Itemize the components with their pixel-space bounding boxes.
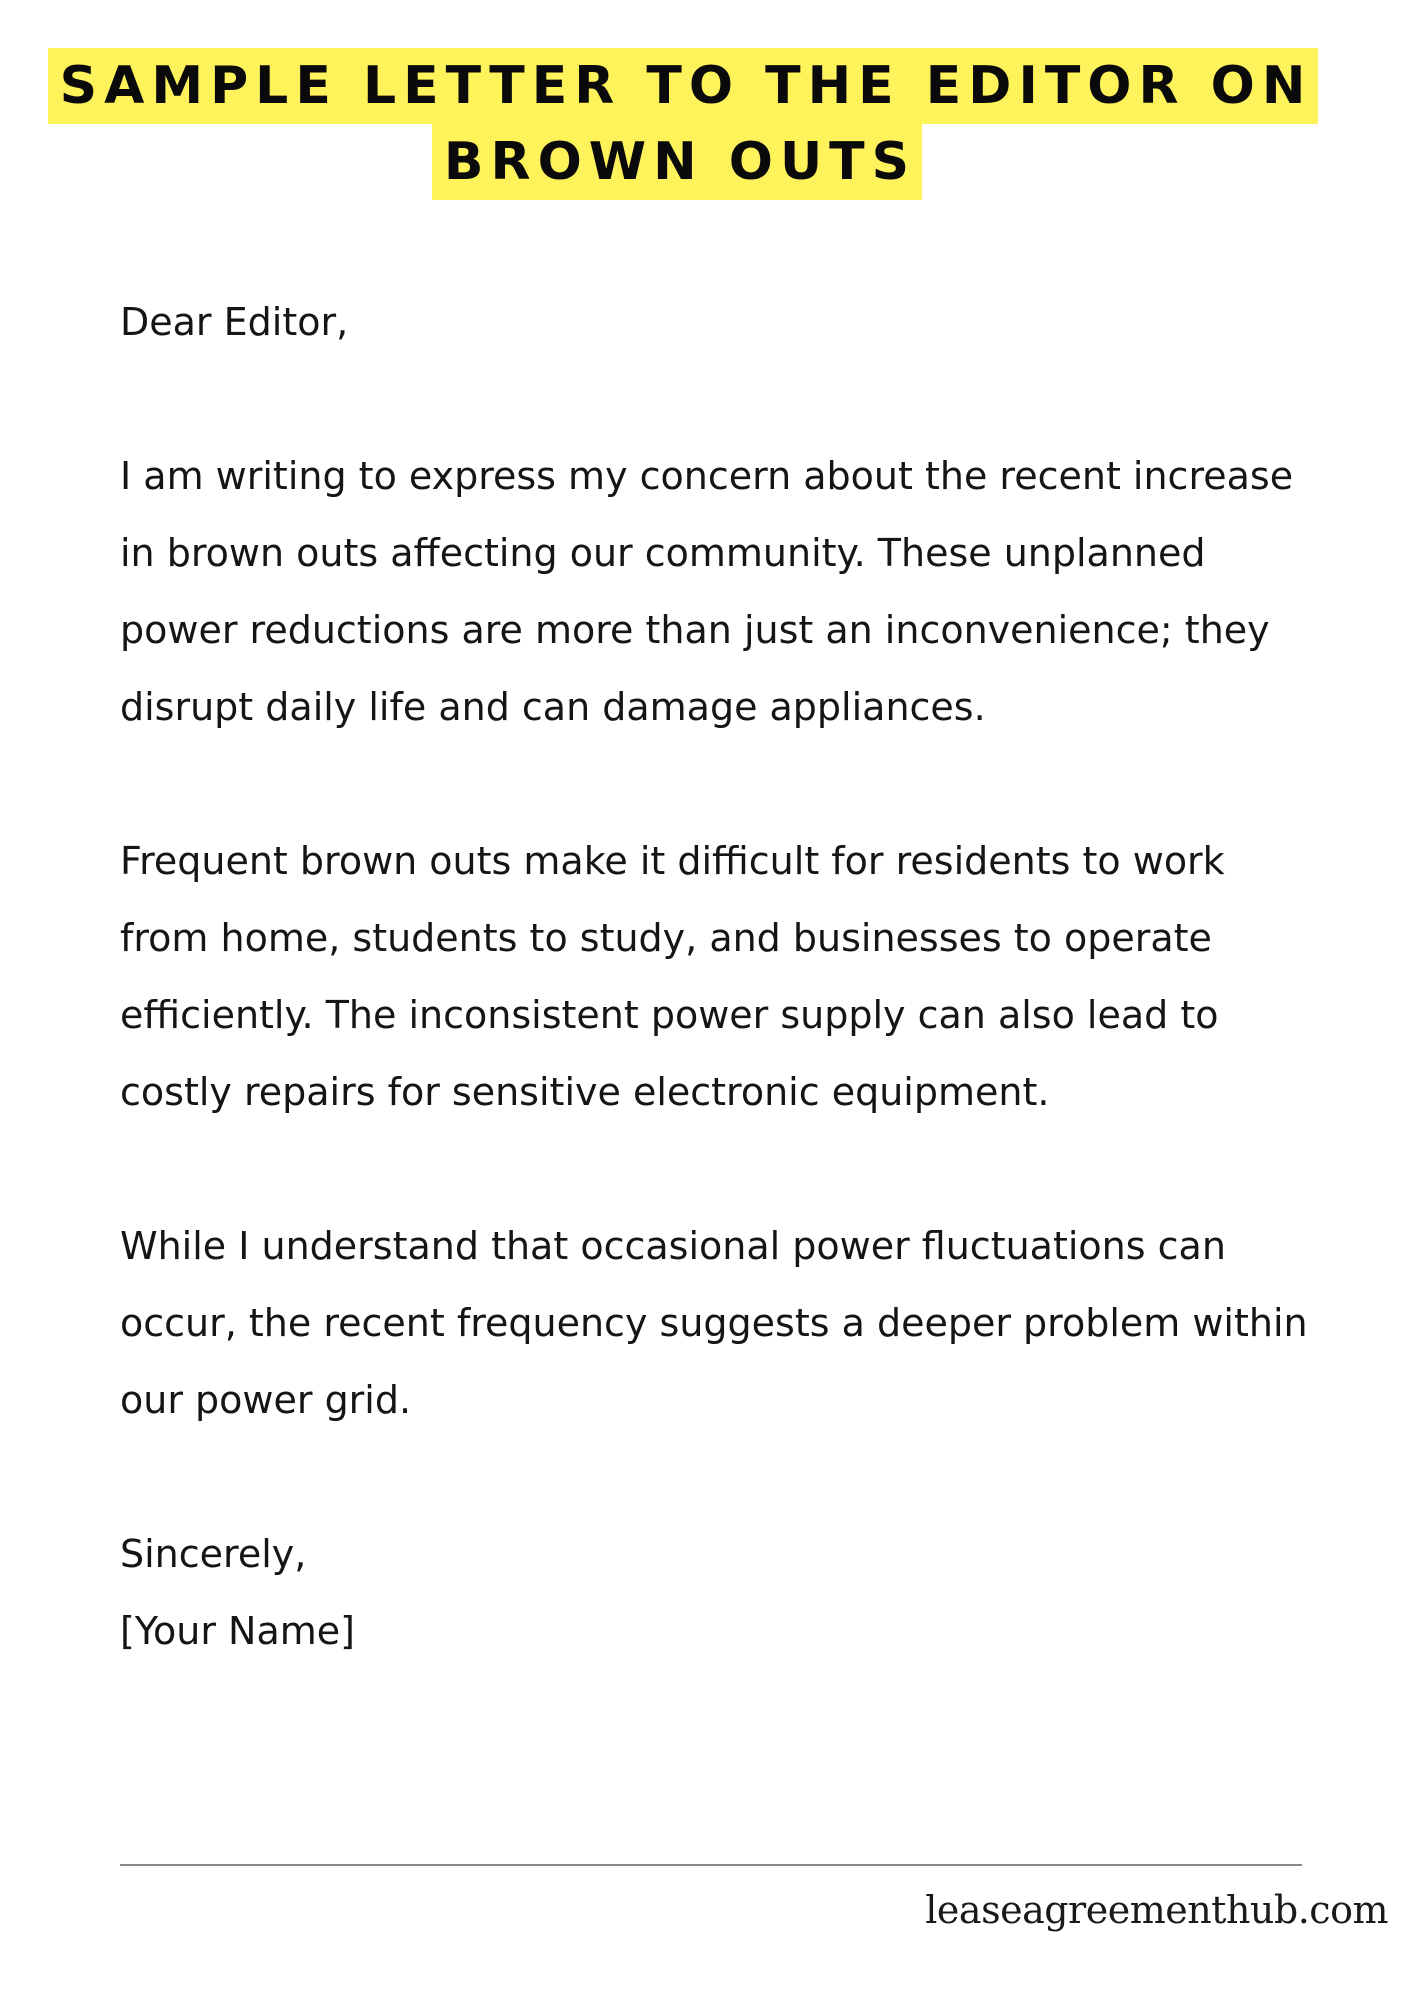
closing: Sincerely, <box>120 1532 307 1576</box>
salutation: Dear Editor, <box>120 300 349 344</box>
footer-divider <box>120 1864 1302 1866</box>
letter-body <box>120 284 1320 1670</box>
paragraph-3: While I understand that occasional power fluctuations can occur, the recent frequency suggests a deeper problem within our power grid. <box>120 1224 1308 1422</box>
title-line-2: BROWN OUTS <box>432 124 922 200</box>
page-title <box>0 48 1414 200</box>
signature-placeholder: [Your Name] <box>120 1609 355 1653</box>
paragraph-2: Frequent brown outs make it difficult for residents to work from home, students to study, and businesses to operate efficiently. The inconsistent power supply can also lead to costly repairs for sensitive electronic equipment. <box>120 839 1225 1114</box>
website-footer: leaseagreementhub.com <box>925 1888 1388 1932</box>
paragraph-1: I am writing to express my concern about the recent increase in brown outs affecting our community. These unplanned power reductions are more than just an inconvenience; they disrupt daily life and can damage appliances. <box>120 454 1294 729</box>
title-line-1: SAMPLE LETTER TO THE EDITOR ON <box>48 48 1319 124</box>
